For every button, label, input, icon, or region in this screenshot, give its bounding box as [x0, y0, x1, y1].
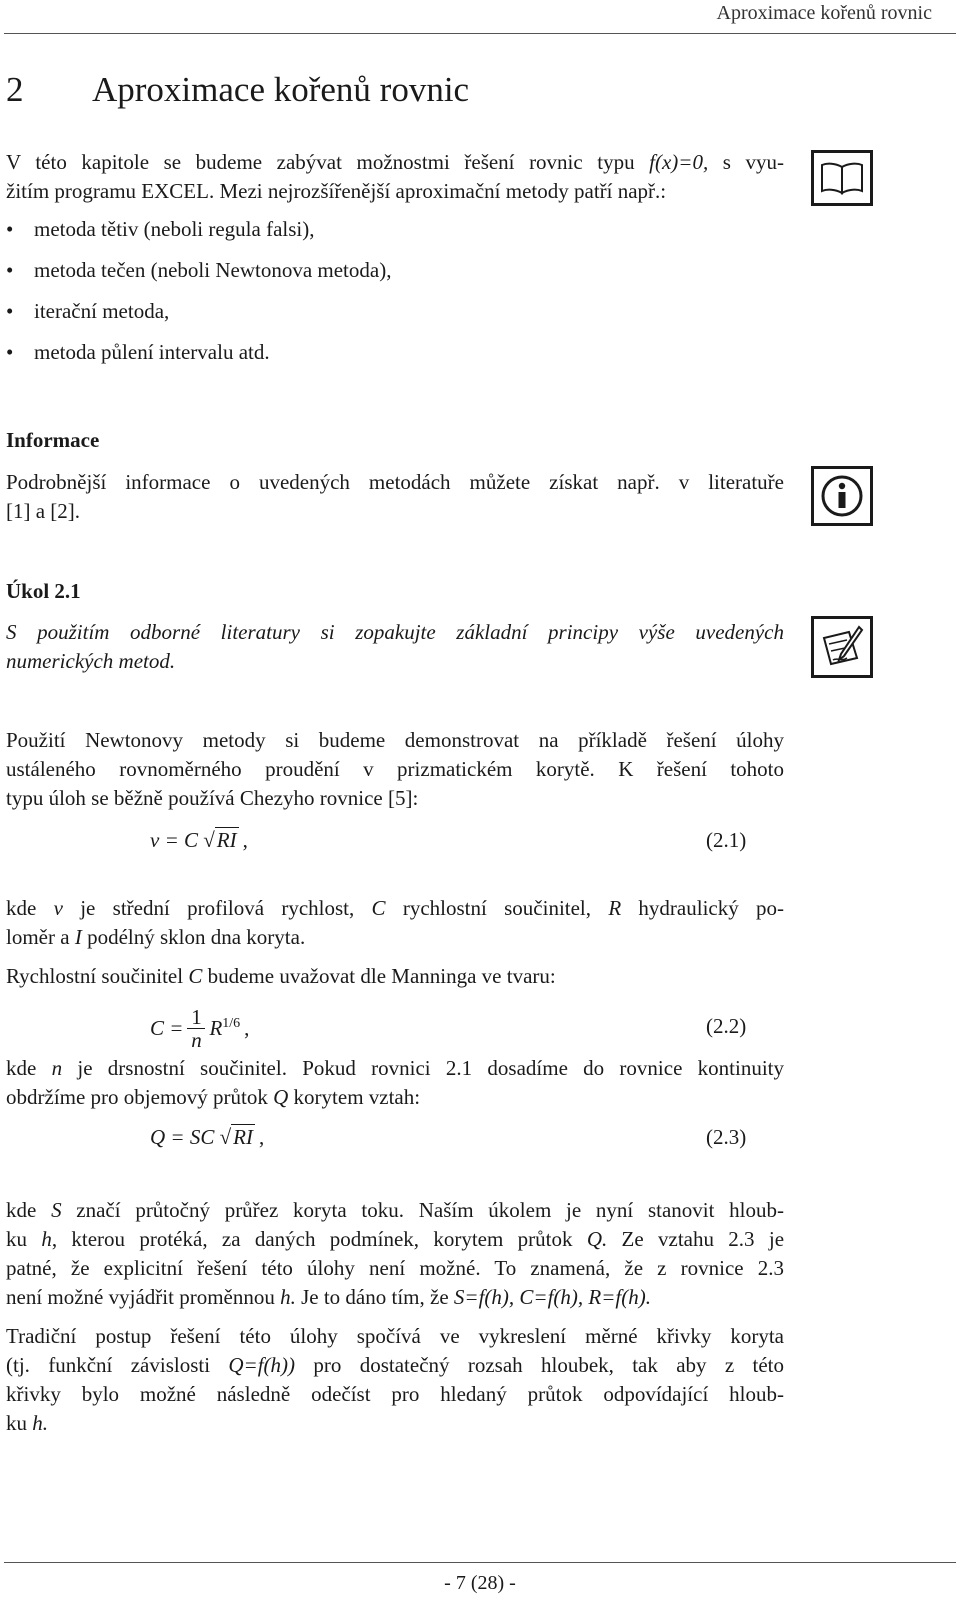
newton-paragraph — [6, 726, 784, 813]
pen-paper-icon — [811, 616, 873, 678]
traditional-line-4: ku h. — [6, 1411, 48, 1435]
methods-list — [6, 215, 786, 379]
continuity-line-1: kde n je drsnostní součinitel. Pokud rovnici 2.1 dosadíme do rovnice kontinuity — [6, 1056, 784, 1080]
chapter-title — [6, 70, 469, 110]
traditional-line-2: (tj. funkční závislosti Q=f(h)) pro dostatečný rozsah hloubek, tak aby z této — [6, 1353, 785, 1377]
newton-line-1: Použití Newtonovy metody si budeme demonstrovat na příkladě řešení úlohy — [6, 728, 784, 752]
continuity-paragraph — [6, 1054, 784, 1112]
task-paragraph — [6, 618, 784, 676]
sqrt-symbol: √ — [219, 1125, 232, 1149]
sqrt-symbol: √ — [203, 828, 215, 852]
info-icon — [811, 466, 873, 526]
fraction: 1 n — [187, 1006, 205, 1051]
list-item: • metoda půlení intervalu atd. — [6, 338, 786, 379]
depth-line-1: kde S značí průtočný průřez koryta toku. Naším úkolem je nyní stanovit hloub- — [6, 1198, 785, 1222]
equation-number-2-1: (2.1) — [706, 828, 747, 852]
equation-number-2-2: (2.2) — [706, 1014, 747, 1038]
traditional-line-1: Tradiční postup řešení této úlohy spočívá ve vykreslení měrné křivky koryta — [6, 1324, 784, 1348]
info-line-1: Podrobnější informace o uvedených metodách můžete získat např. v literatuře — [6, 470, 784, 494]
footer-rule — [4, 1562, 956, 1563]
equation-number-2-3: (2.3) — [706, 1125, 747, 1149]
continuity-line-2: obdržíme pro objemový průtok Q korytem vztah: — [6, 1085, 421, 1109]
newton-line-3: typu úloh se běžně používá Chezyho rovnice [5]: — [6, 786, 419, 810]
info-paragraph — [6, 468, 784, 526]
page-number: - 7 (28) - — [444, 1572, 516, 1594]
task-line-1: S použitím odborné literatury si zopakujte základní principy výše uvedených — [6, 620, 784, 644]
variables-line-1: kde v je střední profilová rychlost, C rychlostní součinitel, R hydraulický po- — [6, 896, 784, 920]
depth-line-3: patné, že explicitní řešení této úlohy není možné. To znamená, že z rovnice 2.3 — [6, 1256, 784, 1280]
info-heading: Informace — [6, 428, 100, 452]
running-header: Aproximace kořenů rovnic — [716, 2, 932, 24]
manning-line-1: Rychlostní součinitel C budeme uvažovat dle Manninga ve tvaru: — [6, 964, 556, 988]
traditional-line-3: křivky bylo možné následně odečíst pro hledaný průtok odpovídající hloub- — [6, 1382, 784, 1406]
depth-line-2: ku h, kterou protéká, za daných podmínek, korytem průtok Q. Ze vztahu 2.3 je — [6, 1227, 785, 1251]
variables-paragraph — [6, 894, 784, 952]
list-item: • metoda tečen (neboli Newtonova metoda), — [6, 256, 786, 297]
header-rule — [4, 33, 956, 34]
list-item: • iterační metoda, — [6, 297, 786, 338]
intro-line-2: žitím programu EXCEL. Mezi nejrozšířenější aproximační metody patří např.: — [6, 179, 667, 203]
chapter-title-text: Aproximace kořenů rovnic — [92, 70, 470, 109]
chapter-number: 2 — [6, 70, 24, 109]
intro-line-1: V této kapitole se budeme zabývat možnostmi řešení rovnic typu f(x)=0, s vyu- — [6, 150, 784, 174]
variables-line-2: loměr a I podélný sklon dna koryta. — [6, 925, 306, 949]
intro-paragraph — [6, 148, 784, 206]
book-icon — [811, 150, 873, 206]
manning-paragraph — [6, 962, 784, 991]
task-heading: Úkol 2.1 — [6, 579, 81, 603]
info-line-2: [1] a [2]. — [6, 499, 81, 523]
equation-2-2: C = 1 n R $^{1/6}$ , — [150, 1004, 250, 1052]
task-line-2: numerických metod. — [6, 649, 176, 673]
list-item: • metoda tětiv (neboli regula falsi), — [6, 215, 786, 256]
newton-line-2: ustáleného rovnoměrného proudění v prizmatickém korytě. K řešení tohoto — [6, 757, 784, 781]
traditional-paragraph — [6, 1322, 784, 1438]
depth-paragraph — [6, 1196, 784, 1312]
equation-2-3: Q = SC √RI , — [150, 1125, 265, 1149]
equation-2-1: v = C √RI , — [150, 828, 248, 852]
depth-line-4: není možné vyjádřit proměnnou h. Je to dáno tím, že S=f(h), C=f(h), R=f(h). — [6, 1285, 651, 1309]
